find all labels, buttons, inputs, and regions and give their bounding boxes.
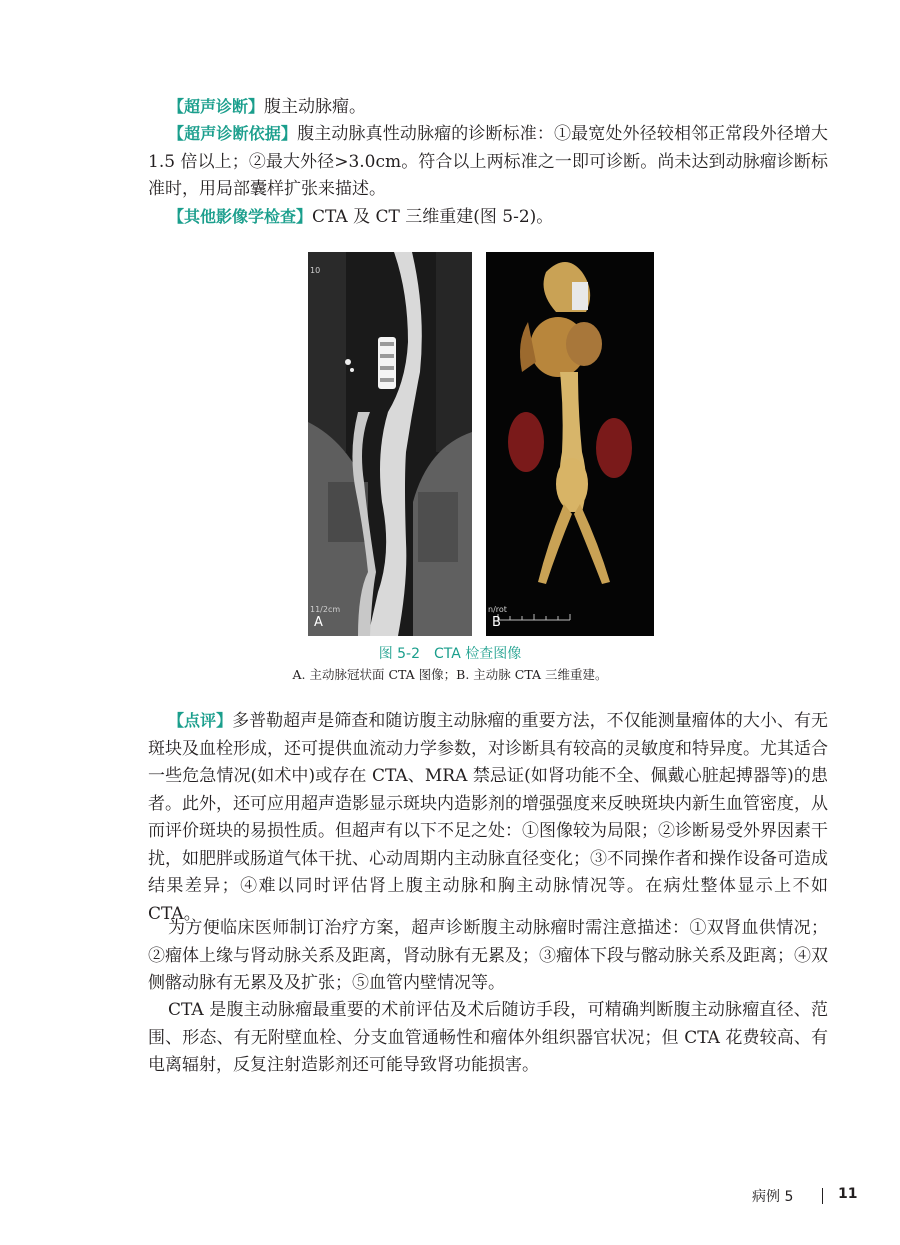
cta-coronal-image	[308, 252, 472, 636]
comment-paragraph-3	[148, 997, 828, 1080]
figure-caption-subtitle: A. 主动脉冠状面 CTA 图像；B. 主动脉 CTA 三维重建。	[292, 667, 608, 682]
diagnosis-basis-paragraph	[148, 120, 828, 204]
comment-text-3: CTA 是腹主动脉瘤最重要的术前评估及术后随访手段，可精确判断腹主动脉瘤直径、范围、形态、有无附壁血栓、分支血管通畅性和瘤体外组织器官状况；但 CTA 花费较高、有电离辐射，反复注射造影剂还可能导致肾功能损害。	[148, 1000, 828, 1075]
diagnosis-basis-text: 腹主动脉真性动脉瘤的诊断标准：①最宽处外径较相邻正常段外径增大 1.5 倍以上；②最大外径>3.0cm。符合以上两标准之一即可诊断。尚未达到动脉瘤诊断标准时，用局部囊样扩张来描述。	[148, 124, 828, 199]
cta-3d-reconstruction-image	[486, 252, 654, 636]
other-imaging-tag: 【其他影像学检查】	[168, 207, 313, 226]
comment-tag: 【点评】	[168, 711, 233, 730]
other-imaging-text: CTA 及 CT 三维重建(图 5-2)。	[312, 207, 554, 227]
diagnosis-text: 腹主动脉瘤。	[264, 97, 367, 117]
figure-caption-title: 图 5-2 CTA 检查图像	[378, 646, 522, 662]
comment-text-2: 为方便临床医师制订治疗方案，超声诊断腹主动脉瘤时需注意描述：①双肾血供情况；②瘤体上缘与肾动脉关系及距离，肾动脉有无累及；③瘤体下段与髂动脉关系及距离；④双侧髂动脉有无累及及扩张；⑤血管内壁情况等。	[148, 918, 828, 993]
figure-5-2	[308, 252, 654, 636]
page-number: 11	[838, 1186, 858, 1202]
panel-b-letter: B	[492, 615, 501, 630]
footer-case-label: 病例 5	[752, 1189, 794, 1205]
diagnosis-paragraph	[148, 93, 828, 122]
comment-paragraph-2	[148, 915, 828, 998]
diagnosis-basis-tag: 【超声诊断依据】	[168, 124, 298, 143]
panel-a-overlay-bottom: 11/2cm	[310, 605, 341, 614]
comment-paragraph-1	[148, 707, 828, 928]
other-imaging-paragraph	[148, 203, 828, 232]
footer-divider	[822, 1188, 823, 1204]
diagnosis-tag: 【超声诊断】	[168, 97, 265, 116]
page-footer	[752, 1186, 872, 1208]
comment-text-1: 多普勒超声是筛查和随访腹主动脉瘤的重要方法，不仅能测量瘤体的大小、有无斑块及血栓形成，还可提供血流动力学参数，对诊断具有较高的灵敏度和特异度。尤其适合一些危急情况(如术中)或存在 CTA、MRA 禁忌证(如肾功能不全、佩戴心脏起搏器等)的患者。此外，还可应用超声造影显示斑块内造影剂的增强强度来反映斑块内新生血管密度，从而评价斑块的易损性质。但超声有以下不足之处：①图像较为局限；②诊断易受外界因素干扰，如肥胖或肠道气体干扰、心动周期内主动脉直径变化；③不同操作者和操作设备可造成结果差异；④难以同时评估肾上腹主动脉和胸主动脉情况等。在病灶整体显示上不如 CTA。	[148, 711, 828, 924]
panel-a-letter: A	[314, 615, 323, 630]
panel-b-overlay-bottom: n/rot	[488, 605, 507, 614]
cta-coronal-illustration	[308, 252, 472, 636]
panel-a-overlay-top: 10	[310, 266, 321, 275]
cta-3d-illustration	[486, 252, 654, 636]
